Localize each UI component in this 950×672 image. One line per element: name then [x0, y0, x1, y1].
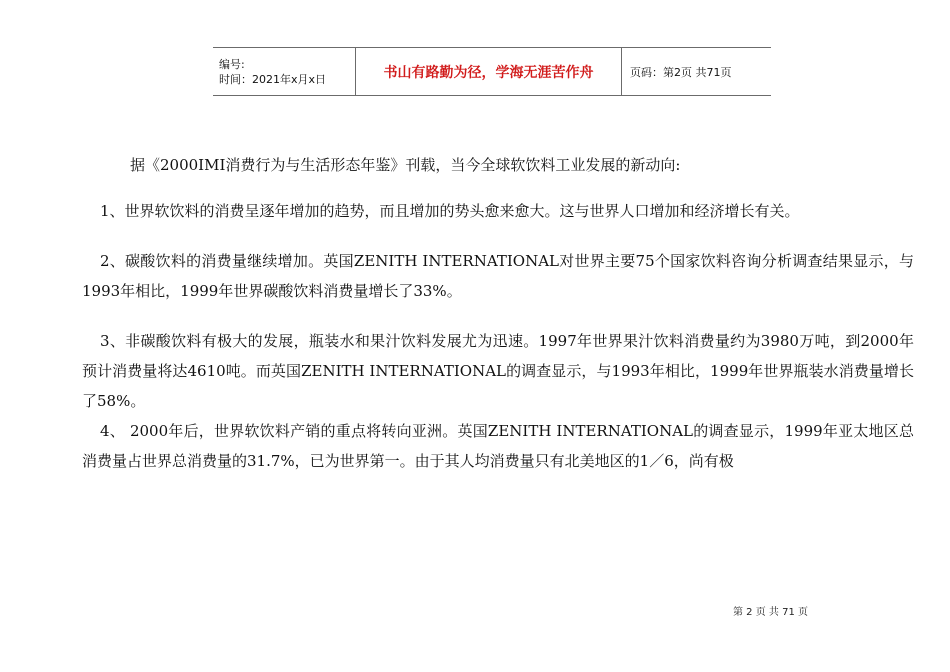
list-item: 1、世界软饮料的消费呈逐年增加的趋势，而且增加的势头愈来愈大。这与世界人口增加和经济增长有关。 — [100, 202, 800, 220]
list-item: 2、碳酸饮料的消费量继续增加。英国ZENITH INTERNATIONAL对世界主要75个国家饮料咨询分析调查结果显示，与1993年相比，1999年世界碳酸饮料消费量增长了33%。 — [82, 252, 914, 300]
header-page-label: 页码：第2页 共71页 — [630, 65, 732, 79]
document-body — [82, 150, 914, 476]
list-item: 4、 2000年后，世界软饮料产销的重点将转向亚洲。英国ZENITH INTERNATIONAL的调查显示，1999年亚太地区总消费量占世界总消费量的31.7%，已为世界第一。由于其人均消费量只有北美地区的1／6，尚有极 — [82, 422, 914, 470]
page-footer: 第 2 页 共 71 页 — [733, 607, 808, 618]
document-header — [213, 47, 771, 96]
header-motto: 书山有路勤为径，学海无涯苦作舟 — [383, 64, 594, 81]
document-number-label: 编号: — [219, 57, 245, 71]
list-item: 3、非碳酸饮料有极大的发展，瓶装水和果汁饮料发展尤为迅速。1997年世界果汁饮料消费量约为3980万吨，到2000年预计消费量将达4610吨。而英国ZENITH INTERNATIONAL的调查显示，与1993年相比，1999年世界瓶装水消费量增长了58%。 — [82, 332, 914, 410]
header-page-cell — [622, 48, 771, 95]
document-time-label: 时间：2021年x月x日 — [219, 72, 327, 86]
header-meta-cell — [213, 48, 356, 95]
header-motto-cell — [356, 48, 622, 95]
intro-paragraph: 据《2000IMI消费行为与生活形态年鉴》刊载，当今全球软饮料工业发展的新动向: — [130, 156, 681, 174]
